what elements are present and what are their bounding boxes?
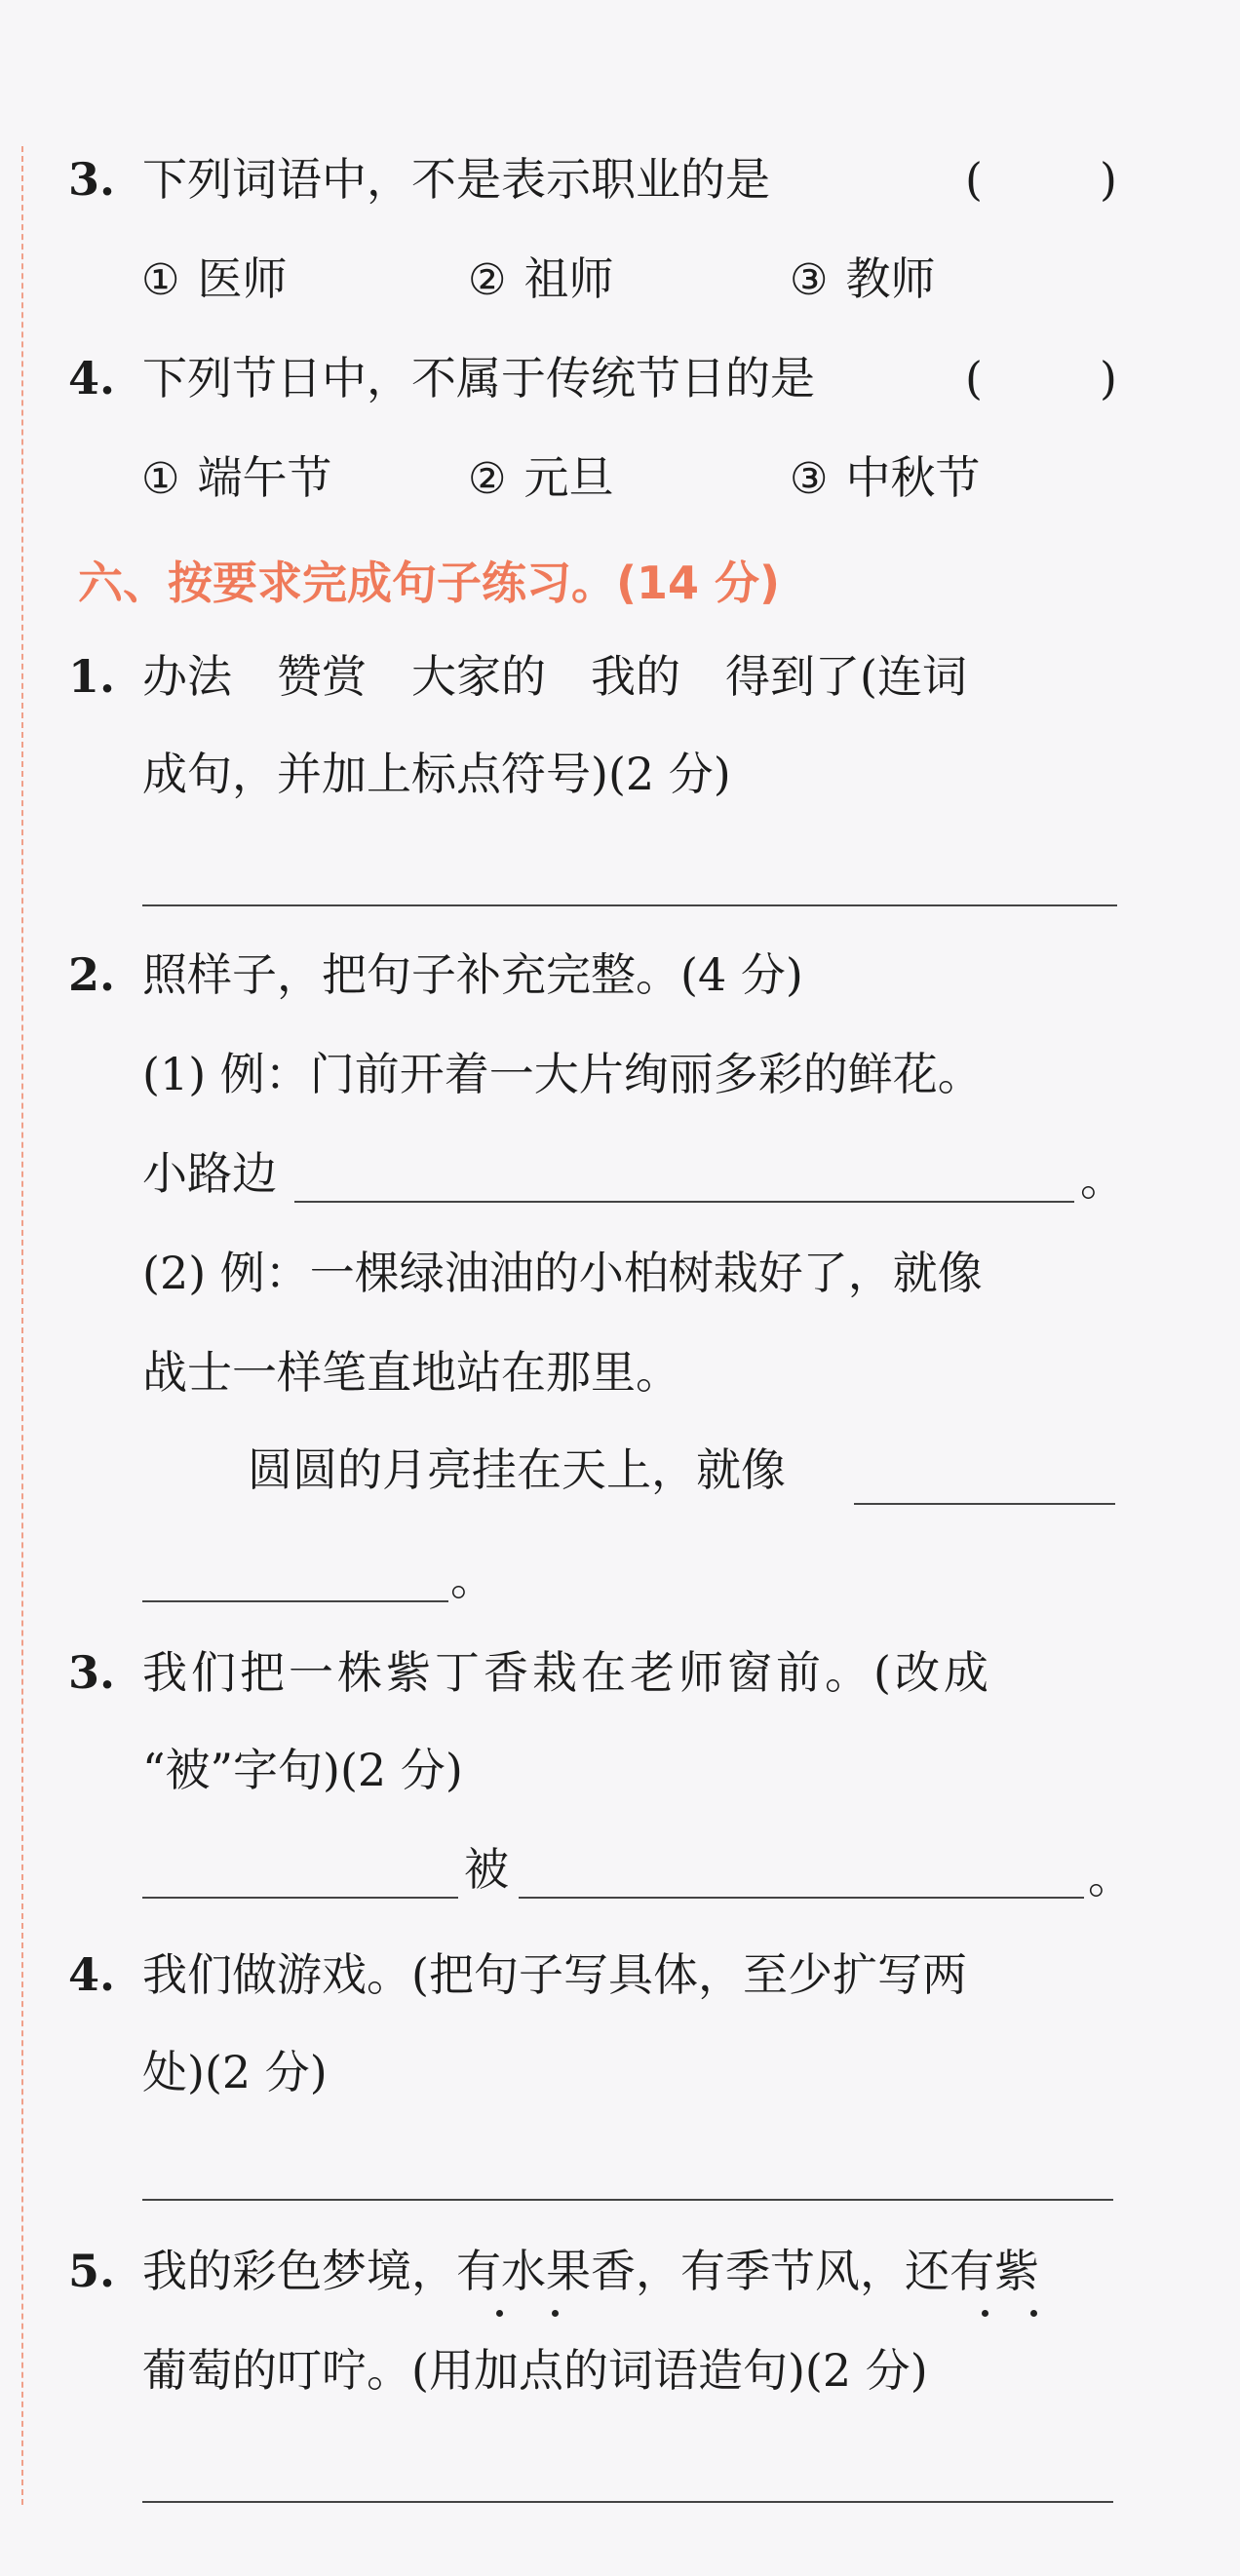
s3-period: 。 — [1088, 1851, 1133, 1903]
q3-bracket-close: ) — [1100, 153, 1117, 206]
s2-number: 2. — [68, 948, 116, 1001]
q3-option-3[interactable] — [790, 250, 935, 310]
s3-text-1: 我们把一株紫丁香栽在老师窗前。(改成 — [142, 1646, 992, 1699]
s3-number: 3. — [68, 1646, 116, 1699]
q3-option-1-mark: ① — [141, 255, 180, 305]
q4-option-2-mark: ② — [468, 454, 507, 504]
q4-option-3[interactable] — [790, 448, 980, 509]
s5-line-2: 葡萄的叮咛。(用加点的词语造句)(2 分) — [142, 2344, 928, 2397]
emphasis-dot-3 — [982, 2310, 988, 2317]
s2-example-2-line-2: 战士一样笔直地站在那里。 — [142, 1346, 680, 1399]
s4-answer-line[interactable] — [142, 2199, 1113, 2201]
q3-bracket-open: ( — [965, 153, 983, 206]
s2-ex1-prompt: 小路边 — [142, 1147, 277, 1200]
s4-text-1: 我们做游戏。(把句子写具体，至少扩写两 — [142, 1948, 967, 2001]
q3-option-1[interactable] — [141, 250, 287, 310]
q4-option-3-text: 中秋节 — [845, 451, 981, 504]
q3-option-2-text: 祖师 — [523, 252, 614, 305]
s3-answer-line-before[interactable] — [142, 1897, 458, 1899]
s3-answer-line-after[interactable] — [519, 1897, 1084, 1899]
q3-option-1-text: 医师 — [197, 252, 288, 305]
s1-number: 1. — [68, 650, 116, 703]
s5-line-1 — [68, 2242, 1039, 2300]
s5-answer-line[interactable] — [142, 2501, 1113, 2503]
q4-bracket-close: ) — [1100, 352, 1117, 404]
q4-number: 4. — [68, 352, 116, 404]
s2-ex2-answer-line-2[interactable] — [142, 1600, 448, 1602]
emphasis-dot-1 — [496, 2310, 503, 2317]
q4-bracket-open: ( — [965, 352, 983, 404]
s2-ex1-answer-line[interactable] — [294, 1201, 1074, 1203]
q3-line — [68, 150, 770, 209]
s2-example-1: (1) 例：门前开着一大片绚丽多彩的鲜花。 — [142, 1048, 983, 1100]
q3-option-2[interactable] — [468, 250, 613, 310]
s2-example-2-line-1: (2) 例：一棵绿油油的小柏树栽好了，就像 — [142, 1247, 983, 1299]
q3-text: 下列词语中，不是表示职业的是 — [142, 153, 770, 206]
s2-ex2-period: 。 — [450, 1553, 495, 1605]
s1-text-1: 办法 赞赏 大家的 我的 得到了(连词 — [142, 650, 967, 703]
s1-line-2: 成句，并加上标点符号)(2 分) — [142, 748, 731, 800]
s4-number: 4. — [68, 1948, 116, 2001]
q4-option-3-mark: ③ — [790, 454, 829, 504]
s2-ex2-prompt: 圆圆的月亮挂在天上，就像 — [248, 1443, 786, 1496]
q3-option-3-mark: ③ — [790, 255, 829, 305]
s3-bei: 被 — [464, 1843, 509, 1896]
q4-option-2[interactable] — [468, 448, 613, 509]
q4-option-1[interactable] — [141, 448, 331, 509]
q4-option-1-text: 端午节 — [197, 451, 332, 504]
q3-number: 3. — [68, 153, 116, 206]
q3-option-3-text: 教师 — [845, 252, 936, 305]
s5-text-1: 我的彩色梦境，有水果香，有季节风，还有紫 — [142, 2245, 1039, 2297]
margin-dashed-rule — [21, 146, 23, 2505]
s4-line-2: 处)(2 分) — [142, 2046, 328, 2098]
q4-line — [68, 349, 815, 407]
q4-option-2-text: 元旦 — [523, 451, 614, 504]
s1-answer-line[interactable] — [142, 904, 1117, 906]
emphasis-dot-2 — [552, 2310, 559, 2317]
s2-line — [68, 945, 803, 1004]
s2-ex1-period: 。 — [1080, 1153, 1125, 1206]
section-6-title: 六、按要求完成句子练习。(14 分) — [78, 557, 781, 609]
q4-text: 下列节日中，不属于传统节日的是 — [142, 352, 815, 404]
s4-line-1 — [68, 1945, 967, 2004]
s3-line-2: “被”字句)(2 分) — [142, 1744, 463, 1796]
s2-ex2-answer-line-1[interactable] — [854, 1503, 1115, 1505]
s2-text: 照样子，把句子补充完整。(4 分) — [142, 948, 803, 1001]
s5-number: 5. — [68, 2245, 116, 2297]
q3-option-2-mark: ② — [468, 255, 507, 305]
emphasis-dot-4 — [1030, 2310, 1037, 2317]
q4-option-1-mark: ① — [141, 454, 180, 504]
s1-line-1 — [68, 647, 967, 706]
s3-line-1 — [68, 1643, 992, 1702]
